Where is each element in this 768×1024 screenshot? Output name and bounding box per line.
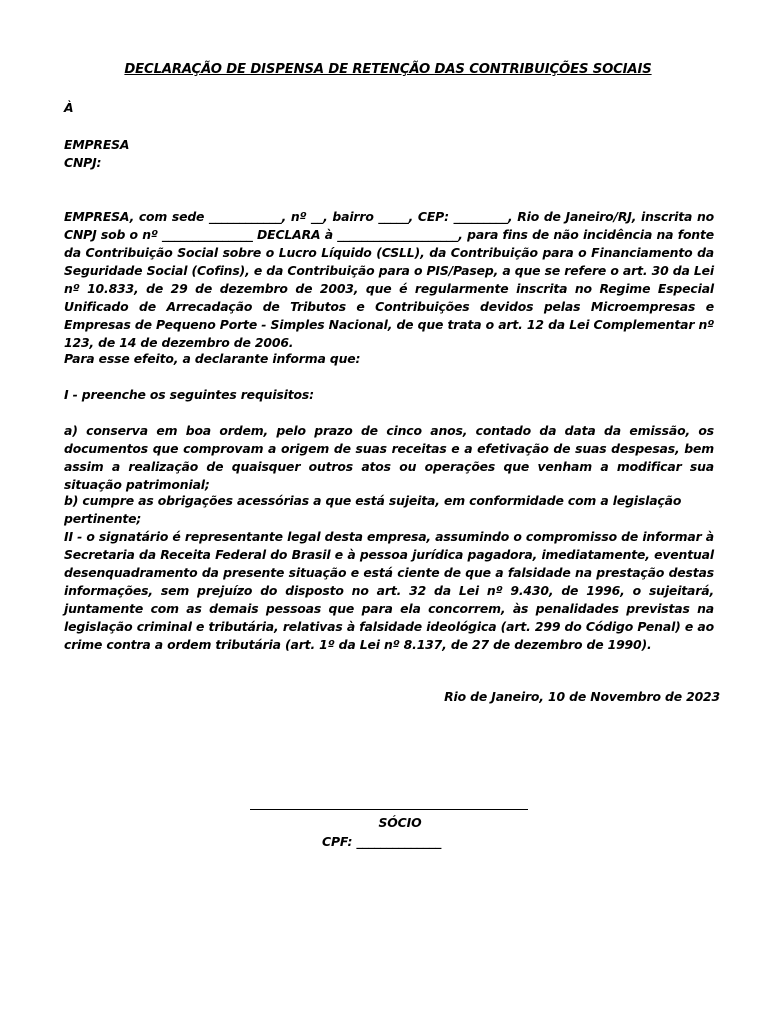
item-a: a) conserva em boa ordem, pelo prazo de cinco anos, contado da data da emissão, os documentos que comprovam a origem de suas receitas e a efetivação de suas despesas, bem assim a realização de quaisquer outros atos ou operações que venham a modificar sua situação patrimonial;: [64, 423, 714, 492]
signature-role: SÓCIO: [378, 815, 422, 830]
item-ii: II - o signatário é representante legal desta empresa, assumindo o compromisso de informar à Secretaria da Receita Federal do Brasil e à pessoa jurídica pagadora, imediatamente, eventual desenquadramento da presente situação e está ciente de que a falsidade na prestação destas informações, sem prejuízo do disposto no art. 32 da Lei nº 9.430, de 1996, o sujeitará, juntamente com as demais pessoas que para ela concorrem, às penalidades previstas na legislação criminal e tributária, relativas à falsidade ideológica (art. 299 do Código Penal) e ao crime contra a ordem tributária (art. 1º da Lei nº 8.137, de 27 de dezembro de 1990).: [64, 529, 714, 652]
signature-line: [250, 809, 528, 810]
recipient-cnpj: CNPJ:: [64, 155, 102, 170]
effect-line: Para esse efeito, a declarante informa que:: [64, 351, 361, 366]
signature-cpf: CPF: ______________: [322, 834, 442, 849]
item-i: I - preenche os seguintes requisitos:: [64, 387, 314, 402]
document-title: DECLARAÇÃO DE DISPENSA DE RETENÇÃO DAS CONTRIBUIÇÕES SOCIAIS: [124, 62, 652, 77]
place-date: Rio de Janeiro, 10 de Novembro de 2023: [444, 689, 720, 704]
recipient-company: EMPRESA: [64, 137, 130, 152]
item-b: b) cumpre as obrigações acessórias a que está sujeita, em conformidade com a legislação pertinente;: [64, 493, 682, 526]
recipient-prefix: À: [64, 100, 74, 115]
intro-paragraph: EMPRESA, com sede ____________, nº __, bairro _____, CEP: _________, Rio de Janeiro/RJ, inscrita no CNPJ sob o nº _______________ DECLARA à ____________________, para fins de não incidência na fonte da Contribuição Social sobre o Lucro Líquido (CSLL), da Contribuição para o Financiamento da Seguridade Social (Cofins), e da Contribuição para o PIS/Pasep, a que se refere o art. 30 da Lei nº 10.833, de 29 de dezembro de 2003, que é regularmente inscrita no Regime Especial Unificado de Arrecadação de Tributos e Contribuições devidos pelas Microempresas e Empresas de Pequeno Porte - Simples Nacional, de que trata o art. 12 da Lei Complementar nº 123, de 14 de dezembro de 2006.: [64, 209, 714, 350]
